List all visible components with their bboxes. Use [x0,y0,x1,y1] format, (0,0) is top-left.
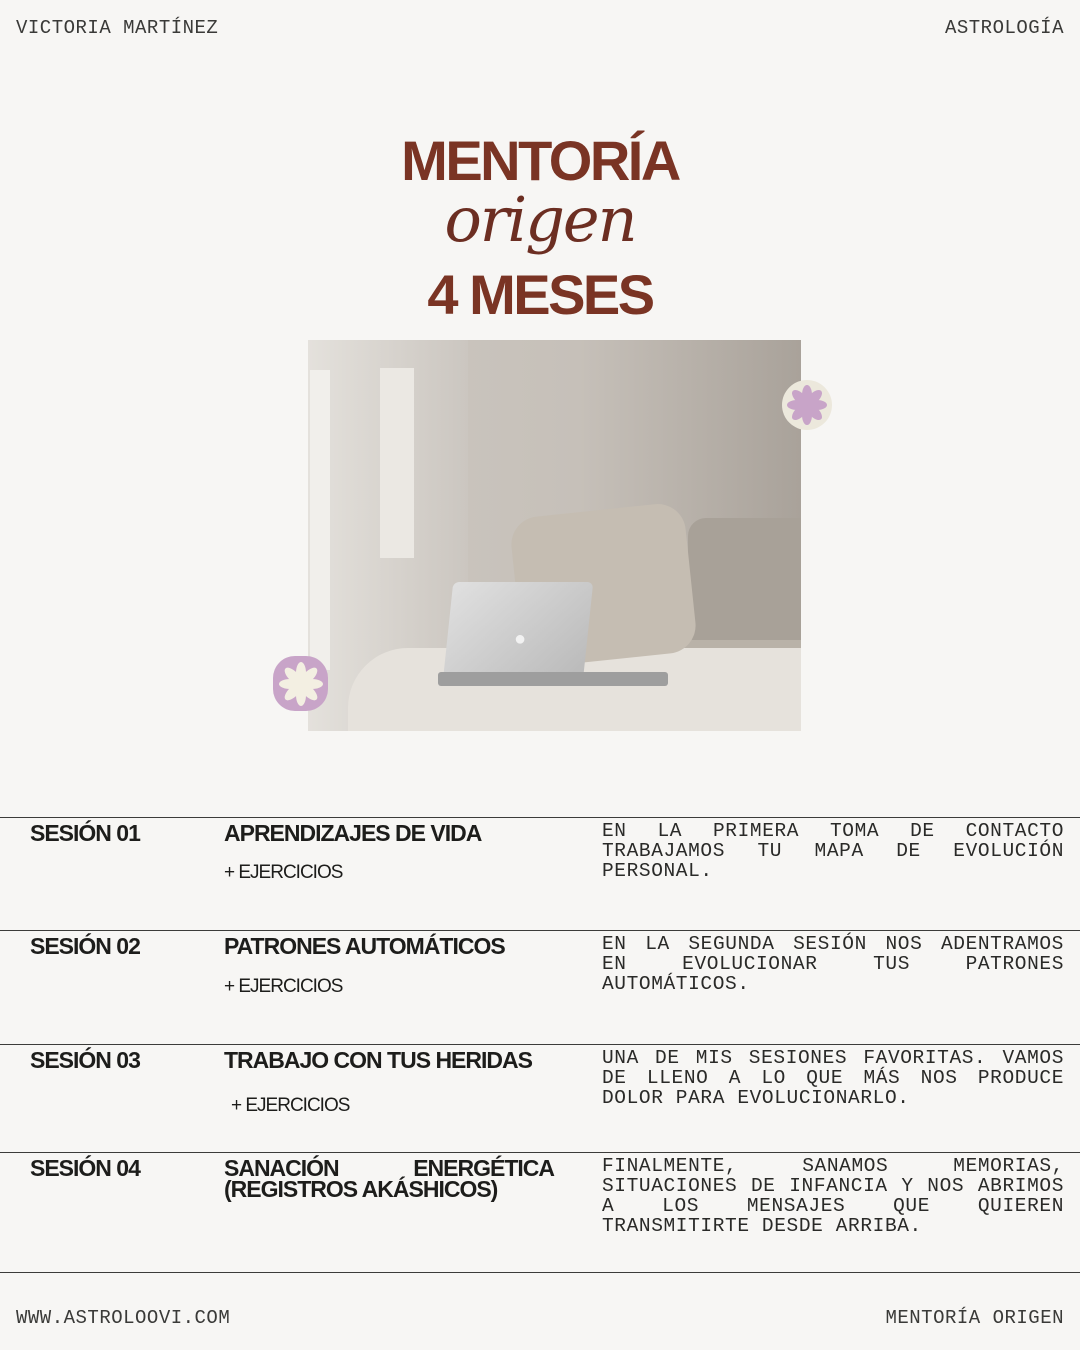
flower-badge-icon [782,380,832,430]
title-origen: origen [444,183,636,256]
session-label: SESIÓN 03 [30,1047,140,1073]
divider [0,1152,1080,1153]
divider [0,1044,1080,1045]
title-duration: 4 MESES [427,263,653,326]
header-category: ASTROLOGÍA [944,17,1064,39]
session-description: EN LA PRIMERA TOMA DE CONTACTO TRABAJAMOS TU MAPA DE EVOLUCIÓN PERSONAL. [602,820,1064,882]
session-title: SANACIÓN ENERGÉTICA (REGISTROS AKÁSHICOS) [224,1155,554,1202]
divider [0,1272,1080,1273]
title-mentoria: MENTORÍA [401,129,679,192]
header-brand: VICTORIA MARTÍNEZ [16,17,219,39]
divider [0,930,1080,931]
session-extra: + EJERCICIOS [231,1095,350,1116]
session-description: FINALMENTE, SANAMOS MEMORIAS, SITUACIONES DE INFANCIA Y NOS ABRIMOS A LOS MENSAJES QUE QUIEREN TRANSMITIRTE DESDE ARRIBA. [602,1155,1064,1237]
apple-logo-icon: ● [514,628,527,650]
photo-laptop-base [438,672,668,686]
footer-name: MENTORÍA ORIGEN [885,1307,1064,1329]
hero-photo [308,340,801,731]
session-extra: + EJERCICIOS [224,976,343,997]
flower-badge-icon [273,656,328,711]
session-extra: + EJERCICIOS [224,862,343,883]
session-title: TRABAJO CON TUS HERIDAS [224,1047,532,1073]
session-title: APRENDIZAJES DE VIDA [224,820,482,846]
session-label: SESIÓN 02 [30,933,140,959]
session-title: PATRONES AUTOMÁTICOS [224,933,505,959]
photo-light-streak [380,368,414,558]
photo-light-streak [310,370,330,670]
footer-website[interactable]: WWW.ASTROLOOVI.COM [16,1307,231,1329]
session-label: SESIÓN 01 [30,820,140,846]
divider [0,817,1080,818]
session-description: EN LA SEGUNDA SESIÓN NOS ADENTRAMOS EN EVOLUCIONAR TUS PATRONES AUTOMÁTICOS. [602,933,1064,995]
session-description: UNA DE MIS SESIONES FAVORITAS. VAMOS DE LLENO A LO QUE MÁS NOS PRODUCE DOLOR PARA EVOLUCIONARLO. [602,1047,1064,1109]
session-label: SESIÓN 04 [30,1155,140,1181]
